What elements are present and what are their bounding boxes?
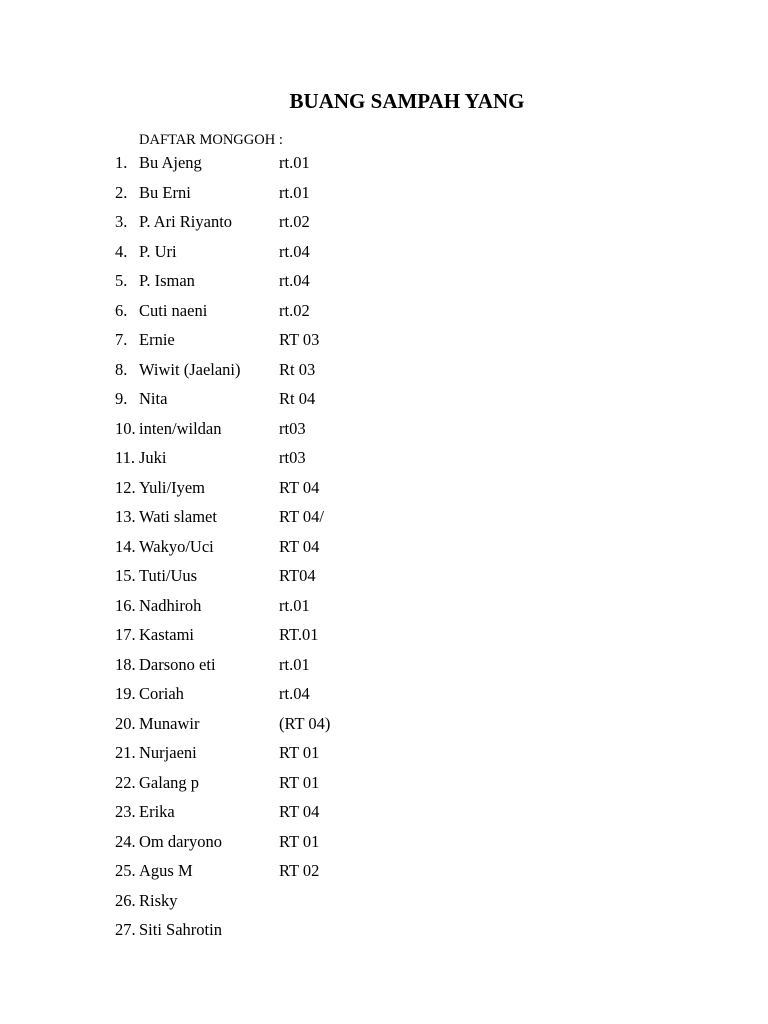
list-item-name: Wiwit (Jaelani) xyxy=(139,359,241,379)
list-item-name: inten/wildan xyxy=(139,418,222,438)
list-item-name: Bu Ajeng xyxy=(139,153,202,172)
list-item-rt: Rt 04 xyxy=(279,389,316,408)
list-item-rt: Rt 03 xyxy=(279,359,316,379)
list-item-name: Yuli/Iyem xyxy=(139,477,205,497)
list-item-name: Wakyo/Uci xyxy=(139,536,214,556)
list-item-number: 6. xyxy=(115,300,128,320)
list-item-rt: (RT 04) xyxy=(279,713,331,733)
list-item-rt: RT 04/ xyxy=(279,507,325,526)
list-item-rt: rt.01 xyxy=(279,595,310,615)
list-item-number: 22. xyxy=(115,772,136,792)
list-item-name: Ernie xyxy=(139,330,175,349)
list-item-number: 4. xyxy=(115,241,128,261)
list-item-rt: rt.01 xyxy=(279,153,310,172)
list-item-name: Erika xyxy=(139,802,175,821)
list-item-number: 25. xyxy=(115,861,136,880)
list-item-number: 16. xyxy=(115,595,136,615)
list-item-name: Darsono eti xyxy=(139,654,216,674)
list-item-name: Coriah xyxy=(139,684,184,703)
list-item-number: 8. xyxy=(115,359,128,379)
list-item-name: P. Ari Riyanto xyxy=(139,212,233,231)
list-item-number: 9. xyxy=(115,389,128,408)
list-item-number: 3. xyxy=(115,212,128,231)
list-item-rt: rt.02 xyxy=(279,212,310,231)
list-item-rt: RT 04 xyxy=(279,477,320,497)
list-item-number: 19. xyxy=(115,684,136,703)
list-item-number: 7. xyxy=(115,330,128,349)
list-item-number: 24. xyxy=(115,831,136,851)
list-item-rt: rt.04 xyxy=(279,684,310,703)
list-item-rt: RT 01 xyxy=(279,743,320,762)
list-item-rt: rt.01 xyxy=(279,654,310,674)
list-item-rt: RT 01 xyxy=(279,772,320,792)
list-subtitle: DAFTAR MONGGOH : xyxy=(139,132,283,148)
list-item-name: Munawir xyxy=(139,713,200,733)
list-item-name: Om daryono xyxy=(139,831,222,851)
list-item-rt: RT04 xyxy=(279,566,316,585)
list-item-number: 23. xyxy=(115,802,136,821)
list-item-rt: RT 04 xyxy=(279,802,320,821)
document-title: BUANG SAMPAH YANG xyxy=(289,89,525,113)
list-item-number: 11. xyxy=(115,448,136,467)
list-item-number: 21. xyxy=(115,743,136,762)
list-item-name: Nadhiroh xyxy=(139,595,202,615)
list-item-name: Tuti/Uus xyxy=(139,566,198,585)
list-item-rt: rt.02 xyxy=(279,300,310,320)
list-item-name: Siti Sahrotin xyxy=(139,920,222,939)
list-item-rt: RT 03 xyxy=(279,330,320,349)
list-item-rt: RT 01 xyxy=(279,831,320,851)
list-item-number: 15. xyxy=(115,566,136,585)
list-item-rt: RT 04 xyxy=(279,536,320,556)
list-item-number: 14. xyxy=(115,536,136,556)
list-item-name: Risky xyxy=(139,890,178,910)
list-item-name: Cuti naeni xyxy=(139,300,208,320)
list-item-name: P. Uri xyxy=(139,241,177,261)
list-item-name: Galang p xyxy=(139,772,200,792)
list-item-number: 18. xyxy=(115,654,136,674)
list-item-name: Agus M xyxy=(139,861,193,880)
list-item-number: 27. xyxy=(115,920,136,939)
list-item-rt: RT 02 xyxy=(279,861,320,880)
list-item-number: 2. xyxy=(115,182,128,202)
list-item-number: 12. xyxy=(115,477,136,497)
list-item-name: Nurjaeni xyxy=(139,743,197,762)
list-item-rt: rt03 xyxy=(279,448,306,467)
list-item-number: 13. xyxy=(115,507,136,526)
list-item-number: 1. xyxy=(115,153,128,172)
list-item-name: Nita xyxy=(139,389,168,408)
list-item-rt: rt.04 xyxy=(279,271,310,290)
list-item-number: 10. xyxy=(115,418,136,438)
list-item-number: 20. xyxy=(115,713,136,733)
list-item-number: 17. xyxy=(115,625,136,644)
list-item-number: 5. xyxy=(115,271,128,290)
list-item-number: 26. xyxy=(115,890,136,910)
list-item-rt: rt.01 xyxy=(279,182,310,202)
list-item-rt: RT.01 xyxy=(279,625,319,644)
list-item-name: Kastami xyxy=(139,625,194,644)
list-item-name: Juki xyxy=(139,448,167,467)
list-item-rt: rt03 xyxy=(279,418,306,438)
list-item-rt: rt.04 xyxy=(279,241,310,261)
list-item-name: P. Isman xyxy=(139,271,195,290)
list-item-name: Wati slamet xyxy=(139,507,217,526)
list-item-name: Bu Erni xyxy=(139,182,191,202)
